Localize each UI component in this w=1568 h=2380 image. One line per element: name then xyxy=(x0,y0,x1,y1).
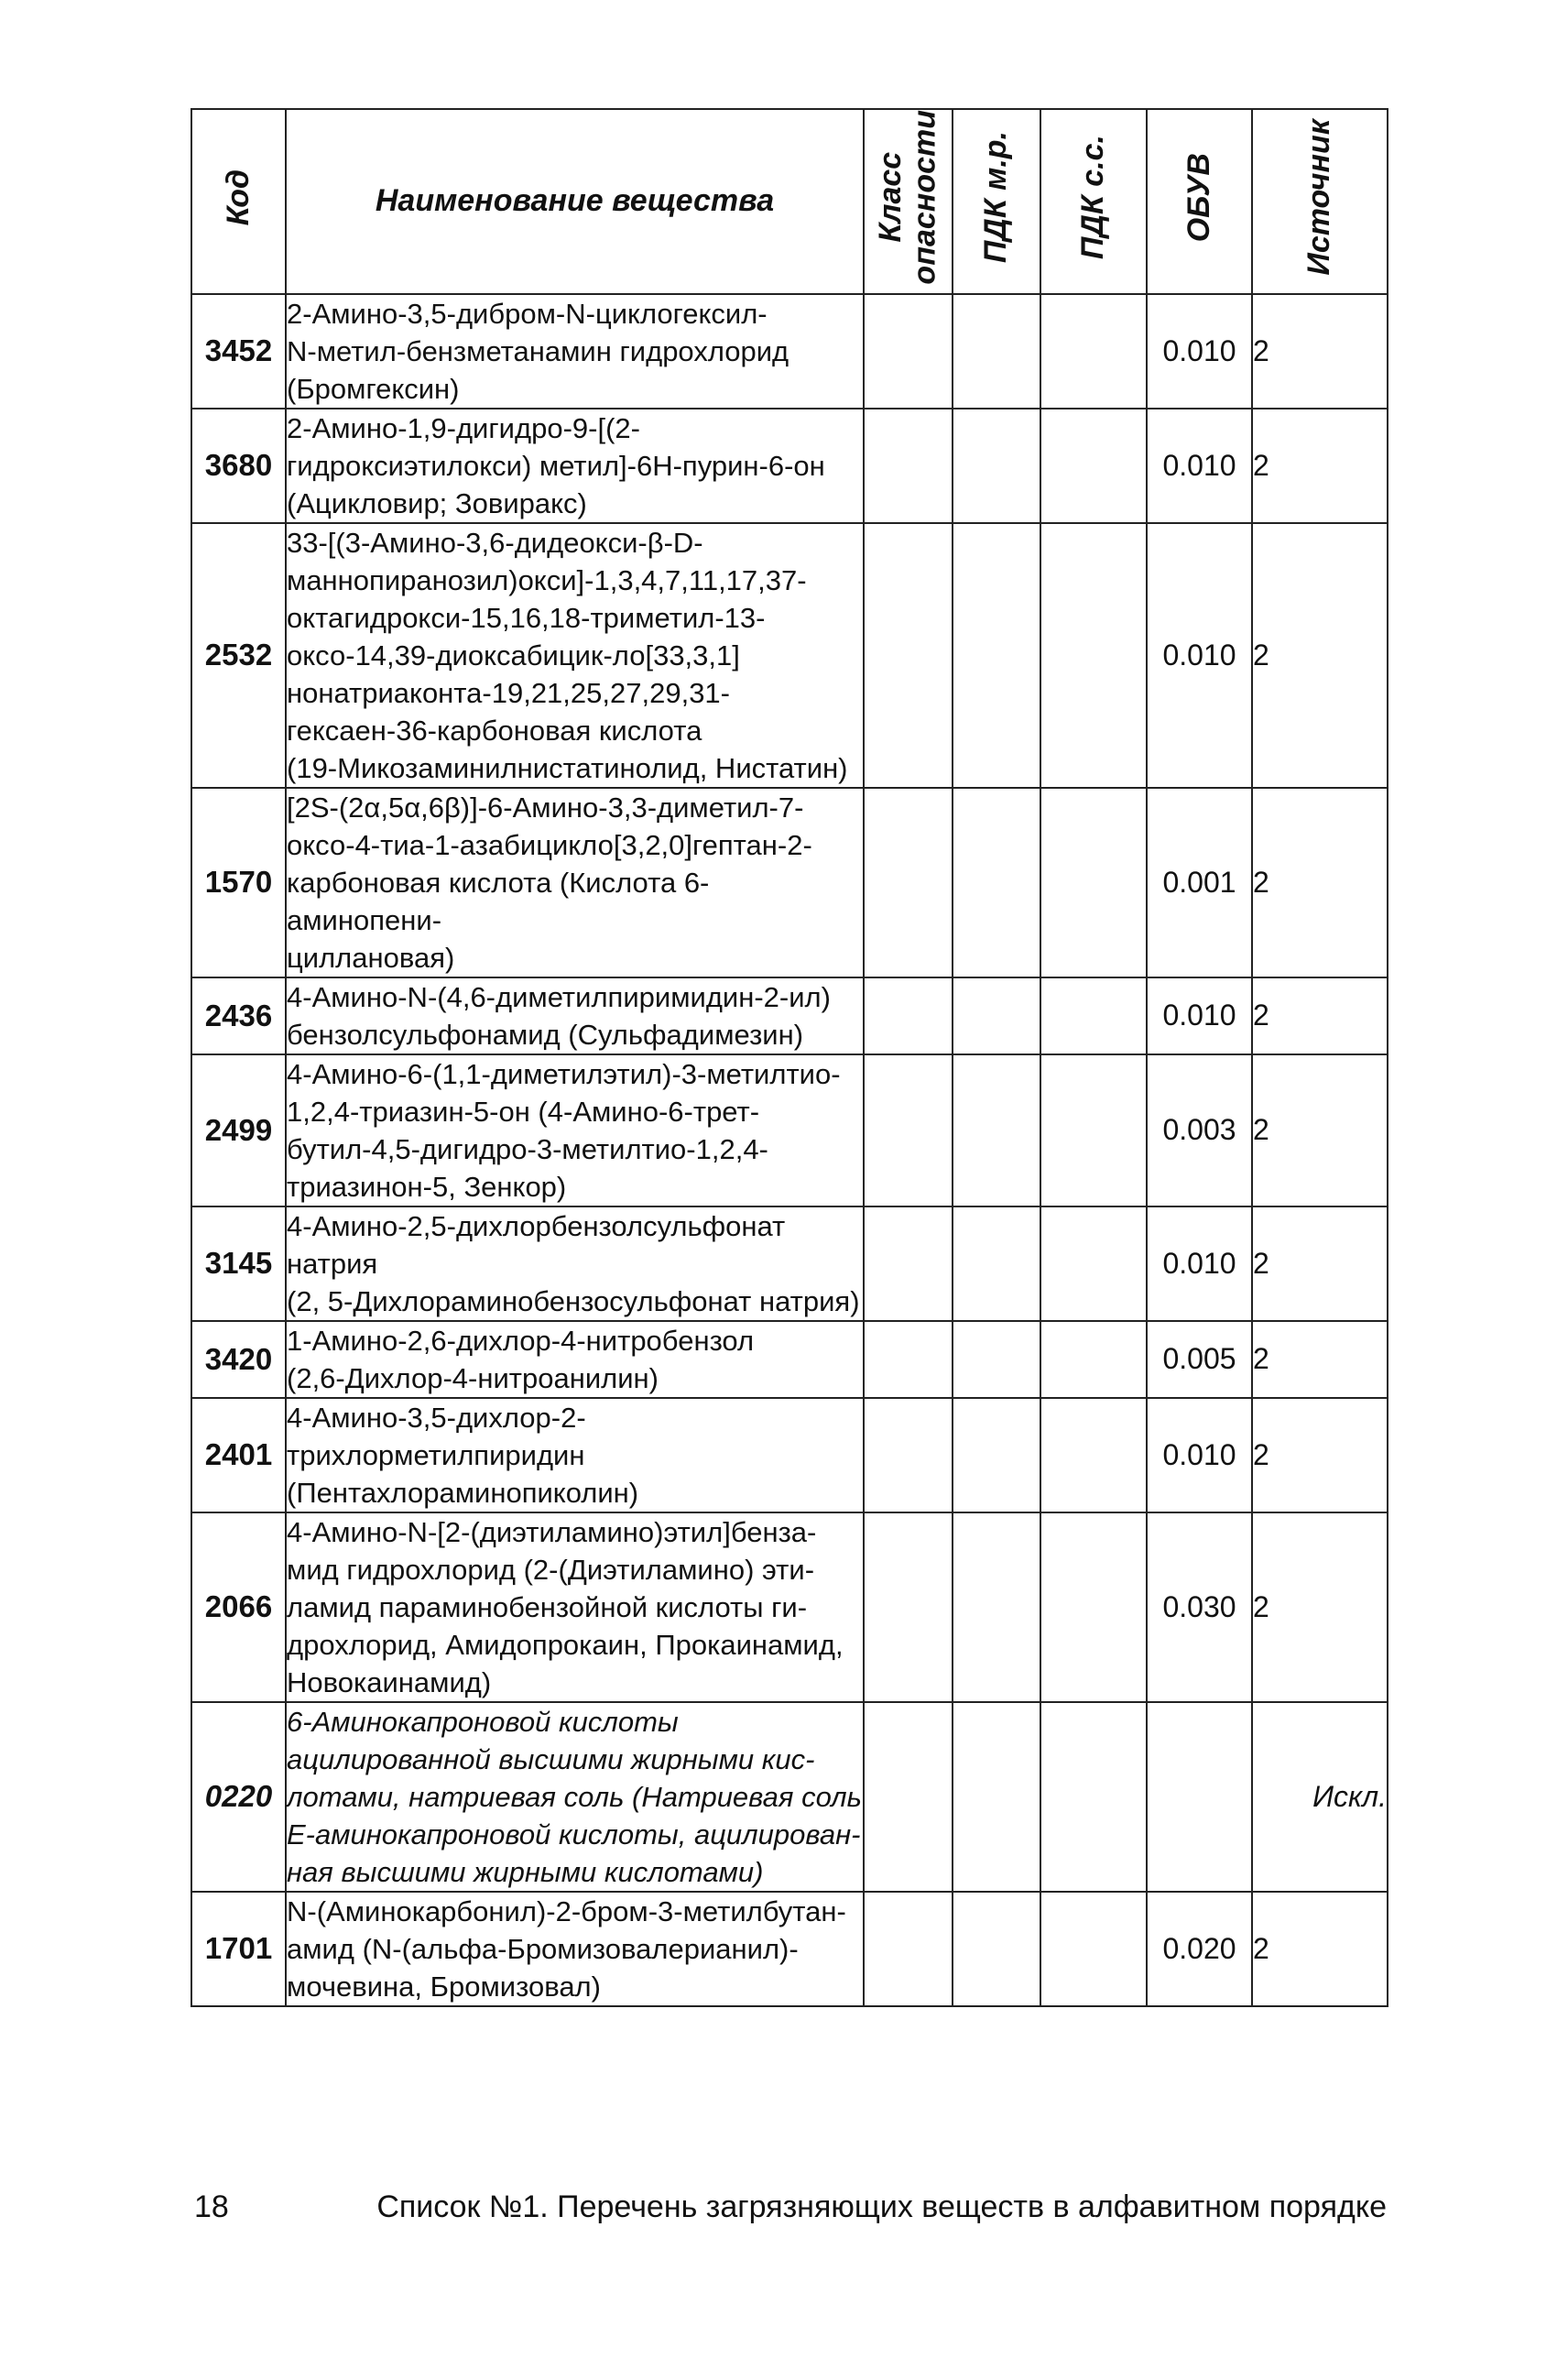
header-pdk-ss: ПДК с.с. xyxy=(1040,109,1147,294)
source-cell: 2 xyxy=(1252,1512,1388,1702)
obuv-cell: 0.005 xyxy=(1147,1321,1252,1398)
substance-name-line: бутил-4,5-дигидро-3-метилтио-1,2,4- xyxy=(287,1132,768,1165)
header-hazard-class-line2: опасности xyxy=(907,110,942,285)
substance-name xyxy=(286,1398,864,1512)
pdk-mr-cell xyxy=(953,1892,1040,2006)
substance-code: 2499 xyxy=(191,1054,286,1206)
table-row xyxy=(191,1398,1388,1512)
substance-name-line: E-аминокапроновой кислоты, ацилирован- xyxy=(287,1818,861,1851)
obuv-cell xyxy=(1147,1702,1252,1892)
header-row xyxy=(191,109,1388,294)
substance-name xyxy=(286,1054,864,1206)
obuv-cell: 0.010 xyxy=(1147,1206,1252,1321)
source-cell: 2 xyxy=(1252,294,1388,409)
hazard-class-cell xyxy=(864,1512,953,1702)
substance-name xyxy=(286,1206,864,1321)
obuv-cell: 0.010 xyxy=(1147,1398,1252,1512)
obuv-cell: 0.003 xyxy=(1147,1054,1252,1206)
pdk-mr-cell xyxy=(953,977,1040,1054)
hazard-class-cell xyxy=(864,788,953,977)
substance-code: 3680 xyxy=(191,409,286,523)
header-hazard-class-line1: Класс xyxy=(873,151,909,243)
pdk-ss-cell xyxy=(1040,1206,1147,1321)
table-row xyxy=(191,788,1388,977)
page-number: 18 xyxy=(194,2189,229,2224)
table-row xyxy=(191,977,1388,1054)
substance-name-line: октагидрокси-15,16,18-триметил-13- xyxy=(287,601,766,634)
substance-name-line: ная высшими жирными кислотами) xyxy=(287,1855,764,1888)
obuv-cell: 0.010 xyxy=(1147,409,1252,523)
substance-name-line: 6-Аминокапроновой кислоты xyxy=(287,1705,679,1738)
pdk-ss-cell xyxy=(1040,409,1147,523)
substance-code: 3145 xyxy=(191,1206,286,1321)
substance-name-line: маннопиранозил)окси]-1,3,4,7,11,17,37- xyxy=(287,563,807,596)
pdk-ss-cell xyxy=(1040,1512,1147,1702)
pdk-mr-cell xyxy=(953,1512,1040,1702)
table-row xyxy=(191,1321,1388,1398)
substance-code: 2436 xyxy=(191,977,286,1054)
pdk-mr-cell xyxy=(953,788,1040,977)
substance-name-line: гидроксиэтилокси) метил]-6H-пурин-6-он xyxy=(287,449,825,482)
substance-name-line: 4-Амино-N-(4,6-диметилпиримидин-2-ил) xyxy=(287,980,831,1013)
source-cell: 2 xyxy=(1252,1054,1388,1206)
substance-name-line: лотами, натриевая соль (Натриевая соль xyxy=(287,1780,862,1813)
hazard-class-cell xyxy=(864,1892,953,2006)
substance-name-line: ацилированной высшими жирными кис- xyxy=(287,1742,815,1775)
substance-name xyxy=(286,1512,864,1702)
table-row xyxy=(191,409,1388,523)
substance-name-line: 2-Амино-1,9-дигидро-9-[(2- xyxy=(287,411,640,444)
source-cell: 2 xyxy=(1252,1892,1388,2006)
pdk-ss-cell xyxy=(1040,1398,1147,1512)
source-cell: 2 xyxy=(1252,1206,1388,1321)
substance-code: 0220 xyxy=(191,1702,286,1892)
source-cell: 2 xyxy=(1252,1398,1388,1512)
table-row xyxy=(191,1702,1388,1892)
table-row xyxy=(191,1892,1388,2006)
substance-name-line: гексаен-36-карбоновая кислота xyxy=(287,714,702,747)
substance-name-line: 33-[(3-Амино-3,6-дидеокси-β-D- xyxy=(287,526,703,559)
substance-name-line: (Пентахлораминопиколин) xyxy=(287,1476,639,1509)
header-name: Наименование вещества xyxy=(286,109,864,294)
substances-table xyxy=(191,108,1388,2007)
pdk-mr-cell xyxy=(953,1702,1040,1892)
substance-code: 2066 xyxy=(191,1512,286,1702)
source-cell: 2 xyxy=(1252,409,1388,523)
substance-name-line: Новокаинамид) xyxy=(287,1665,492,1698)
hazard-class-cell xyxy=(864,1702,953,1892)
substance-name xyxy=(286,409,864,523)
hazard-class-cell xyxy=(864,1321,953,1398)
substance-name xyxy=(286,1321,864,1398)
substance-name-line: (Ацикловир; Зовиракс) xyxy=(287,486,587,519)
substance-name xyxy=(286,1702,864,1892)
substance-name-line: бензолсульфонамид (Сульфадимезин) xyxy=(287,1018,804,1051)
substance-name xyxy=(286,1892,864,2006)
pdk-ss-cell xyxy=(1040,788,1147,977)
hazard-class-cell xyxy=(864,1206,953,1321)
hazard-class-cell xyxy=(864,1398,953,1512)
substance-name-line: ламид параминобензойной кислоты ги- xyxy=(287,1590,808,1623)
substance-code: 3420 xyxy=(191,1321,286,1398)
source-cell: 2 xyxy=(1252,523,1388,788)
substance-name-line: карбоновая кислота (Кислота 6-аминопени- xyxy=(287,866,710,936)
table-row xyxy=(191,1512,1388,1702)
substance-name-line: N-(Аминокарбонил)-2-бром-3-метилбутан- xyxy=(287,1894,846,1927)
substance-name xyxy=(286,294,864,409)
substance-name-line: оксо-14,39-диоксабицик-ло[33,3,1] xyxy=(287,639,740,671)
substance-name-line: оксо-4-тиа-1-азабицикло[3,2,0]гептан-2- xyxy=(287,828,812,861)
source-cell: 2 xyxy=(1252,1321,1388,1398)
substance-code: 2401 xyxy=(191,1398,286,1512)
substance-name-line: (19-Микозаминилнистатинолид, Нистатин) xyxy=(287,751,848,784)
hazard-class-cell xyxy=(864,294,953,409)
substance-code: 3452 xyxy=(191,294,286,409)
obuv-cell: 0.001 xyxy=(1147,788,1252,977)
substance-name-line: 4-Амино-6-(1,1-диметилэтил)-3-метилтио- xyxy=(287,1057,841,1090)
hazard-class-cell xyxy=(864,409,953,523)
substance-code: 2532 xyxy=(191,523,286,788)
header-source: Источник xyxy=(1252,109,1388,294)
substance-name-line: 1,2,4-триазин-5-он (4-Амино-6-трет- xyxy=(287,1095,760,1128)
substance-name-line: мочевина, Бромизовал) xyxy=(287,1970,601,2003)
obuv-cell: 0.030 xyxy=(1147,1512,1252,1702)
pdk-mr-cell xyxy=(953,1321,1040,1398)
pdk-mr-cell xyxy=(953,1206,1040,1321)
source-cell: 2 xyxy=(1252,977,1388,1054)
substance-code: 1570 xyxy=(191,788,286,977)
pdk-ss-cell xyxy=(1040,523,1147,788)
table-row xyxy=(191,294,1388,409)
header-hazard-class xyxy=(864,109,953,294)
table-row xyxy=(191,1054,1388,1206)
substance-name xyxy=(286,523,864,788)
source-cell: 2 xyxy=(1252,788,1388,977)
header-obuv: ОБУВ xyxy=(1147,109,1252,294)
pdk-ss-cell xyxy=(1040,1321,1147,1398)
substance-name-line: циллановая) xyxy=(287,941,455,974)
substance-name-line: (2,6-Дихлор-4-нитроанилин) xyxy=(287,1361,659,1394)
pdk-mr-cell xyxy=(953,294,1040,409)
hazard-class-cell xyxy=(864,977,953,1054)
substance-name-line: 1-Амино-2,6-дихлор-4-нитробензол xyxy=(287,1324,755,1357)
substance-name-line: [2S-(2α,5α,6β)]-6-Амино-3,3-диметил-7- xyxy=(287,791,804,824)
hazard-class-cell xyxy=(864,1054,953,1206)
substance-name-line: 4-Амино-2,5-дихлорбензолсульфонат натрия xyxy=(287,1209,786,1280)
footer-title: Список №1. Перечень загрязняющих веществ в алфавитном порядке xyxy=(376,2189,1387,2224)
obuv-cell: 0.010 xyxy=(1147,294,1252,409)
table-row xyxy=(191,1206,1388,1321)
source-cell: Искл. xyxy=(1252,1702,1388,1892)
pdk-mr-cell xyxy=(953,409,1040,523)
pdk-mr-cell xyxy=(953,523,1040,788)
pdk-ss-cell xyxy=(1040,1892,1147,2006)
substance-name-line: трихлорметилпиридин xyxy=(287,1438,585,1471)
header-pdk-mr: ПДК м.р. xyxy=(953,109,1040,294)
table-row xyxy=(191,523,1388,788)
obuv-cell: 0.010 xyxy=(1147,523,1252,788)
substance-name-line: N-метил-бензметанамин гидрохлорид xyxy=(287,334,789,367)
pdk-ss-cell xyxy=(1040,294,1147,409)
substance-name xyxy=(286,788,864,977)
substance-name-line: (2, 5-Дихлораминобензосульфонат натрия) xyxy=(287,1284,860,1317)
substance-name-line: триазинон-5, Зенкор) xyxy=(287,1170,567,1203)
substance-name-line: 4-Амино-3,5-дихлор-2- xyxy=(287,1401,586,1434)
header-code: Код xyxy=(191,109,286,294)
substance-name-line: амид (N-(альфа-Бромизовалерианил)- xyxy=(287,1932,799,1965)
pdk-mr-cell xyxy=(953,1054,1040,1206)
substance-name-line: мид гидрохлорид (2-(Диэтиламино) эти- xyxy=(287,1553,815,1586)
substance-name-line: 2-Амино-3,5-дибром-N-циклогексил- xyxy=(287,297,768,330)
substance-code: 1701 xyxy=(191,1892,286,2006)
pdk-ss-cell xyxy=(1040,1702,1147,1892)
pdk-ss-cell xyxy=(1040,1054,1147,1206)
substance-name xyxy=(286,977,864,1054)
hazard-class-cell xyxy=(864,523,953,788)
substance-name-line: (Бромгексин) xyxy=(287,372,460,405)
obuv-cell: 0.020 xyxy=(1147,1892,1252,2006)
substance-name-line: дрохлорид, Амидопрокаин, Прокаинамид, xyxy=(287,1628,844,1661)
obuv-cell: 0.010 xyxy=(1147,977,1252,1054)
substance-name-line: 4-Амино-N-[2-(диэтиламино)этил]бенза- xyxy=(287,1515,817,1548)
pdk-ss-cell xyxy=(1040,977,1147,1054)
pdk-mr-cell xyxy=(953,1398,1040,1512)
substance-name-line: нонатриаконта-19,21,25,27,29,31- xyxy=(287,676,730,709)
